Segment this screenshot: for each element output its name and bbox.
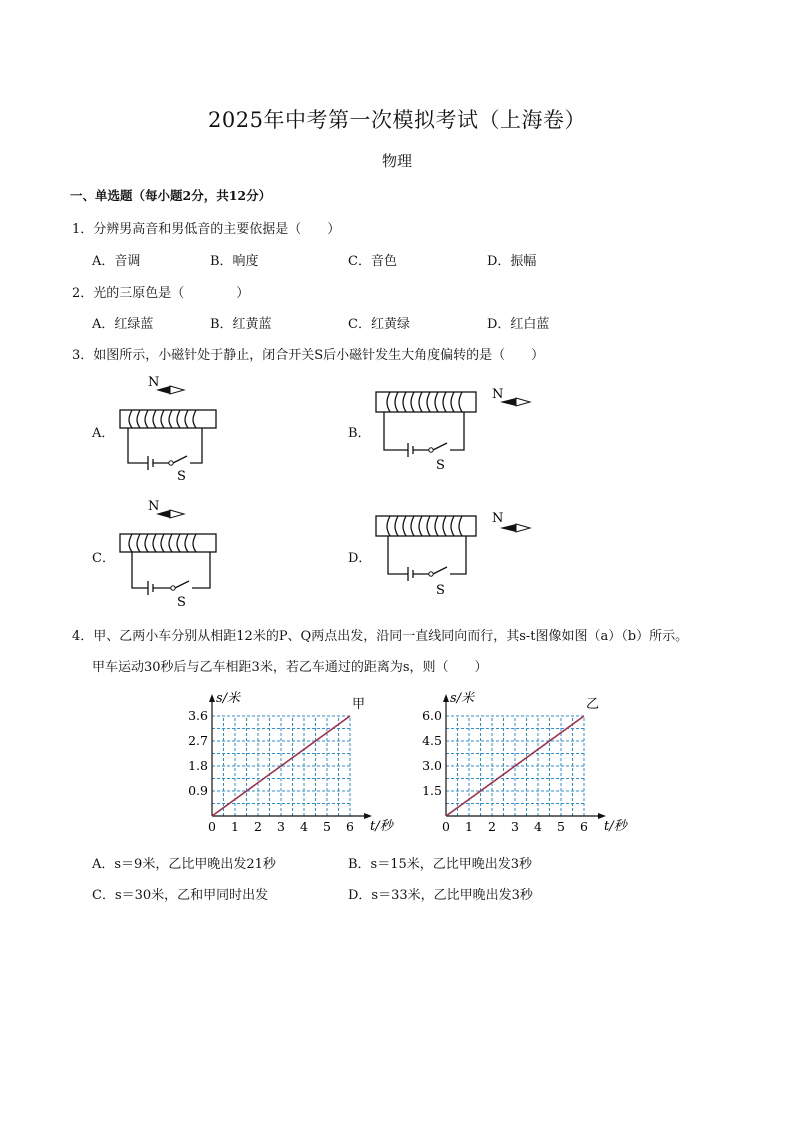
question-3-stem: 3．如图所示，小磁针处于静止，闭合开关S后小磁针发生大角度偏转的是（ ）: [72, 348, 545, 363]
x-tick-label: 5: [323, 819, 331, 834]
x-tick-label: 1: [231, 819, 239, 834]
y-axis-arrow: [443, 694, 449, 702]
y-tick-label: 3.6: [188, 708, 208, 723]
q1-option-c: C．音色: [348, 254, 397, 269]
subject-title: 物理: [381, 152, 412, 170]
y-axis-label: s/米: [450, 691, 475, 706]
q2-option-c: C．红黄绿: [348, 317, 410, 332]
y-tick-label: 0.9: [188, 783, 208, 798]
q1-option-a: A．音调: [92, 254, 141, 269]
x-tick-label: 5: [557, 819, 565, 834]
page-title: 2025年中考第一次模拟考试（上海卷）: [208, 108, 586, 132]
q2-option-d: D．红白蓝: [487, 317, 550, 332]
x-tick-label: 3: [277, 819, 285, 834]
q4-option-a: A．s＝9米，乙比甲晚出发21秒: [92, 857, 276, 872]
coil-windings: [129, 534, 196, 552]
coil-windings: [387, 516, 462, 536]
q3-option-c: C．: [92, 551, 115, 566]
x-tick-label: 6: [580, 819, 588, 834]
switch-label: S: [436, 583, 445, 598]
coil-windings: [129, 410, 196, 428]
north-label: N: [148, 375, 160, 390]
circuit-figure-a: [110, 372, 230, 487]
st-chart-b: [410, 684, 630, 840]
circuit-figure-c: [110, 496, 230, 611]
x-axis-label: t/秒: [370, 819, 393, 834]
solenoid-core: [120, 410, 216, 428]
series-name-label: 甲: [352, 697, 366, 712]
q2-option-a: A．红绿蓝: [92, 317, 154, 332]
compass-needle: [500, 398, 530, 406]
compass-needle: [156, 386, 184, 394]
x-tick-label: 2: [254, 819, 262, 834]
q3-option-a: A．: [92, 426, 115, 441]
x-tick-label: 2: [488, 819, 496, 834]
section-title: 一、单选题（每小题2分，共12分）: [70, 188, 272, 203]
q3-option-b: B．: [348, 426, 371, 441]
north-label: N: [492, 387, 504, 402]
switch-label: S: [177, 469, 186, 484]
q4-option-c: C．s＝30米，乙和甲同时出发: [92, 888, 269, 903]
q3-option-d: D．: [348, 551, 372, 566]
q4-option-d: D．s＝33米，乙比甲晚出发3秒: [348, 888, 533, 903]
x-axis-label: t/秒: [604, 819, 627, 834]
coil-windings: [387, 392, 462, 412]
x-tick-label: 6: [346, 819, 354, 834]
switch-label: S: [177, 595, 186, 610]
question-4-stem-line2: 甲车运动30秒后与乙车相距3米，若乙车通过的距离为s，则（ ）: [92, 660, 488, 675]
y-tick-label: 1.8: [188, 758, 208, 773]
question-1-stem: 1．分辨男高音和男低音的主要依据是（ ）: [72, 222, 341, 237]
circuit-figure-b: [368, 372, 538, 477]
series-name-label: 乙: [586, 697, 600, 712]
switch-label: S: [436, 458, 445, 473]
y-tick-label: 3.0: [422, 758, 442, 773]
compass-needle: [156, 510, 184, 518]
y-tick-label: 4.5: [422, 733, 442, 748]
x-tick-label: 4: [300, 819, 308, 834]
q1-option-b: B．响度: [210, 254, 259, 269]
switch-contact: [169, 461, 173, 465]
y-tick-label: 1.5: [422, 783, 442, 798]
x-tick-label: 0: [208, 819, 216, 834]
y-axis-label: s/米: [216, 691, 241, 706]
y-axis-arrow: [209, 694, 215, 702]
question-2-stem: 2．光的三原色是（ ）: [72, 286, 250, 301]
q4-option-b: B．s＝15米，乙比甲晚出发3秒: [348, 857, 533, 872]
circuit-figure-d: [368, 502, 538, 607]
q2-option-b: B．红黄蓝: [210, 317, 272, 332]
x-tick-label: 4: [534, 819, 542, 834]
st-chart-a: [176, 684, 393, 840]
north-label: N: [492, 511, 504, 526]
question-4-stem-line1: 4．甲、乙两小车分别从相距12米的P、Q两点出发，沿同一直线同向而行，其s-t图像如图（a）（b）所示。: [72, 629, 689, 644]
x-tick-label: 0: [442, 819, 450, 834]
q1-option-d: D．振幅: [487, 254, 537, 269]
north-label: N: [148, 499, 160, 514]
compass-needle: [500, 524, 530, 532]
y-tick-label: 2.7: [188, 733, 208, 748]
x-tick-label: 1: [465, 819, 473, 834]
y-tick-label: 6.0: [422, 708, 442, 723]
x-tick-label: 3: [511, 819, 519, 834]
